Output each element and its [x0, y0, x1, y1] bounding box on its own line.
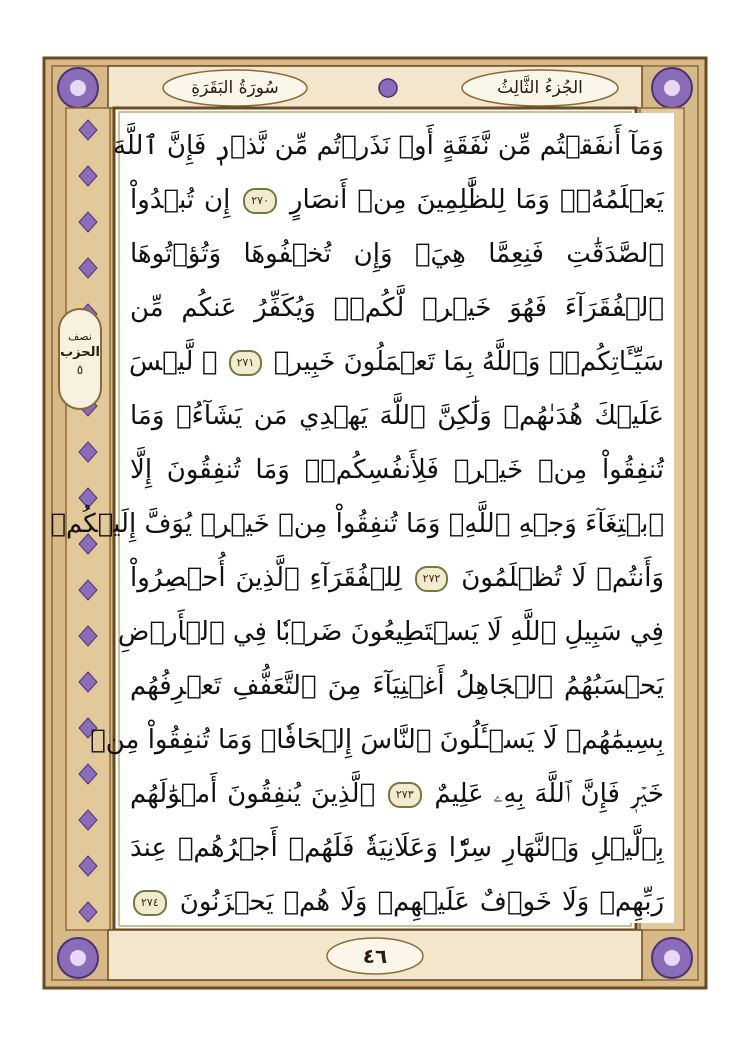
line-text: ٱلَّذِينَ يُنفِقُونَ أَمۡوَٰلَهُم	[130, 779, 376, 809]
verse-line-7: تُنفِقُواْ مِنۡ خَيۡرٖ فَلِأَنفُسِكُمۡۚ وَمَا تُنفِقُونَ إِلَّا	[130, 455, 664, 485]
verse-line-11: يَحۡسَبُهُمُ ٱلۡجَاهِلُ أَغۡنِيَآءَ مِنَ ٱلتَّعَفُّفِ تَعۡرِفُهُم	[130, 671, 664, 701]
verse-line-3: ٱلصَّدَقَٰتِ فَنِعِمَّا هِيَۖ وَإِن تُخۡفُوهَا وَتُؤۡتُوهَا	[130, 239, 664, 269]
ayah-number-marker: ٢٧٠	[243, 188, 277, 214]
verse-line-14: بِٱلَّيۡلِ وَٱلنَّهَارِ سِرّٗا وَعَلَانِيَةٗ فَلَهُمۡ أَجۡرُهُمۡ عِندَ	[130, 833, 664, 863]
page-number: ٤٦	[362, 944, 388, 968]
line-text: ۞ لَّيۡسَ	[128, 347, 218, 377]
line-text: إِن تُبۡدُواْ	[130, 185, 231, 215]
hizb-label: الحزب	[60, 345, 100, 360]
verse-line-5	[130, 337, 664, 387]
verse-line-8: ٱبۡتِغَآءَ وَجۡهِ ٱللَّهِۚ وَمَا تُنفِقُواْ مِنۡ خَيۡرٖ يُوَفَّ إِلَيۡكُمۡ	[50, 509, 664, 539]
verse-line-4: ٱلۡفُقَرَآءَ فَهُوَ خَيۡرٞ لَّكُمۡۚ وَيُكَفِّرُ عَنكُم مِّن	[130, 293, 664, 323]
surah-title: سُورَةُ البَقَرَةِ	[191, 78, 279, 98]
ayah-number-marker: ٢٧٣	[388, 782, 422, 808]
verse-line-15	[130, 877, 664, 927]
ayah-number-marker: ٢٧٢	[415, 566, 449, 592]
hizb-label-top: نصف	[68, 330, 92, 343]
line-text: خَيۡرٖ فَإِنَّ ٱللَّهَ بِهِۦ عَلِيمٌ	[434, 779, 664, 809]
verse-line-6: عَلَيۡكَ هُدَىٰهُمۡ وَلَٰكِنَّ ٱللَّهَ يَهۡدِي مَن يَشَآءُۗ وَمَا	[130, 401, 664, 431]
line-text: وَأَنتُمۡ لَا تُظۡلَمُونَ	[461, 563, 664, 593]
verse-line-1: وَمَآ أَنفَقۡتُم مِّن نَّفَقَةٍ أَوۡ نَذَرۡتُم مِّن نَّذۡرٖ فَإِنَّ ٱللَّهَ	[112, 131, 664, 161]
hizb-number: ٥	[76, 363, 84, 377]
line-text: لِلۡفُقَرَآءِ ٱلَّذِينَ أُحۡصِرُواْ	[130, 563, 402, 593]
verse-line-13	[130, 769, 664, 819]
corner-rosette-center-icon	[70, 80, 86, 96]
hizb-marker	[58, 308, 102, 410]
verse-line-10: فِي سَبِيلِ ٱللَّهِ لَا يَسۡتَطِيعُونَ ضَرۡبٗا فِي ٱلۡأَرۡضِ	[117, 617, 664, 647]
verse-line-12: بِسِيمَٰهُمۡ لَا يَسۡـَٔلُونَ ٱلنَّاسَ إِلۡحَافٗاۗ وَمَا تُنفِقُواْ مِنۡ	[90, 725, 664, 755]
line-text: يَعۡلَمُهُۥۗ وَمَا لِلظَّٰلِمِينَ مِنۡ أَنصَارٍ	[289, 185, 665, 215]
ayah-number-marker: ٢٧١	[229, 350, 263, 376]
line-text: سَيِّـَٔاتِكُمۡۗ وَٱللَّهُ بِمَا تَعۡمَلُونَ خَبِيرٞ	[273, 347, 664, 377]
corner-rosette-center-icon	[70, 950, 86, 966]
ayah-number-marker: ٢٧٤	[133, 890, 167, 916]
corner-rosette-center-icon	[664, 80, 680, 96]
header-rosette-icon	[379, 79, 397, 97]
juz-title: الجُزءُ الثَّالِثُ	[497, 78, 583, 98]
verse-line-9	[130, 553, 664, 603]
verse-line-2	[130, 175, 664, 225]
line-text: رَبِّهِمۡ وَلَا خَوۡفٌ عَلَيۡهِمۡ وَلَا هُمۡ يَحۡزَنُونَ	[179, 887, 665, 917]
corner-rosette-center-icon	[664, 950, 680, 966]
